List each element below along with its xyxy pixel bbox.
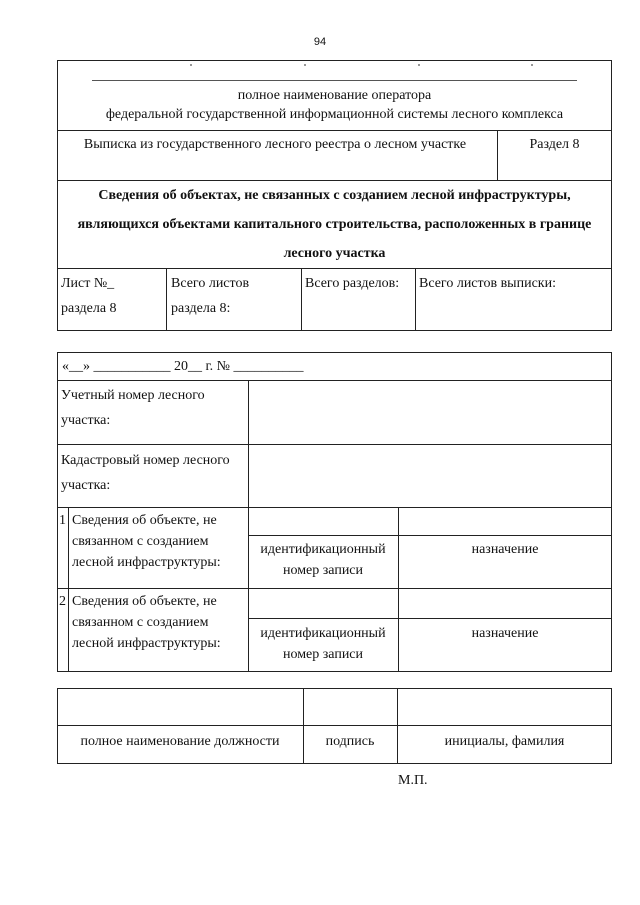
- position-label: полное наименование должности: [80, 734, 280, 749]
- section-heading: Сведения об объектах, не связанных с созданием лесной инфраструктуры, являющихся объектами капитального строительства, расположенных в границе лесного участка: [77, 188, 592, 261]
- sheet-number-cell: Лист №_ раздела 8: [61, 276, 117, 316]
- extract-sheets-total-cell: Всего листов выписки:: [419, 276, 556, 291]
- operator-underline: [92, 80, 577, 81]
- signature-label: подпись: [325, 734, 375, 749]
- operator-name-line1: полное наименование оператора: [237, 88, 432, 103]
- date-number-line: «__» ___________ 20__ г. № __________: [62, 359, 304, 374]
- object-2-id-label: идентификационный номер записи: [260, 626, 386, 662]
- section-sheets-total-cell: Всего листов раздела 8:: [171, 276, 250, 316]
- object-2-purpose-label: назначение: [471, 626, 539, 641]
- stamp-placeholder: М.П.: [398, 773, 428, 788]
- object-1-label: Сведения об объекте, не связанном с созданием лесной инфраструктуры:: [72, 513, 221, 570]
- object-2-label: Сведения об объекте, не связанном с созданием лесной инфраструктуры:: [72, 594, 221, 651]
- extract-title: Выписка из государственного лесного реестра о лесном участке: [83, 137, 467, 152]
- object-2-number: 2: [59, 594, 66, 609]
- page-number: 94: [313, 36, 327, 48]
- account-number-label: Учетный номер лесного участка:: [61, 388, 205, 428]
- operator-name-line2: федеральной государственной информационной системы лесного комплекса: [105, 107, 564, 122]
- object-1-purpose-label: назначение: [471, 542, 539, 557]
- object-1-id-label: идентификационный номер записи: [260, 542, 386, 578]
- object-1-number: 1: [59, 513, 66, 528]
- cadastral-number-label: Кадастровый номер лесного участка:: [61, 453, 230, 493]
- sections-total-cell: Всего разделов:: [305, 276, 400, 291]
- initials-surname-label: инициалы, фамилия: [444, 734, 565, 749]
- section-label: Раздел 8: [529, 137, 580, 152]
